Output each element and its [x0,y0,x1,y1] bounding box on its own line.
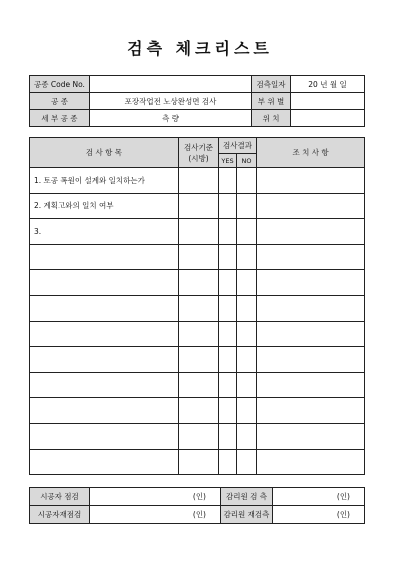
checklist-row [30,423,365,449]
part-label: 부 위 별 [252,93,291,110]
checklist-row [30,295,365,321]
yes-cell[interactable] [219,321,237,347]
contractor-recheck-label: 시공자재점검 [30,506,90,524]
no-cell[interactable] [237,295,257,321]
no-cell[interactable] [237,372,257,398]
no-cell[interactable] [237,321,257,347]
action-cell[interactable] [257,295,365,321]
action-cell[interactable] [257,398,365,424]
col-action-header: 조 치 사 항 [257,138,365,168]
checklist-row [30,244,365,270]
page-title: 검측 체크리스트 [127,39,273,58]
standard-cell[interactable] [179,295,219,321]
yes-cell[interactable] [219,347,237,373]
contractor-check-label: 시공자 점검 [30,488,90,506]
checklist-row [30,398,365,424]
supervisor-recheck-label: 감리원 재검측 [221,506,273,524]
standard-cell[interactable] [179,398,219,424]
supervisor-check-label: 감리원 검 측 [221,488,273,506]
location-label: 위 치 [252,110,291,127]
yes-cell[interactable] [219,168,237,194]
action-cell[interactable] [257,423,365,449]
checklist-item-text: 3. [30,219,179,245]
no-cell[interactable] [237,270,257,296]
contractor-recheck-seal[interactable]: (인) [90,506,221,524]
col-yes-header: YES [219,154,237,168]
col-result-header: 검사결과 [219,138,257,154]
standard-cell[interactable] [179,270,219,296]
standard-cell[interactable] [179,321,219,347]
checklist-row [30,270,365,296]
checklist-item-text: 2. 계획고와의 일치 여부 [30,193,179,219]
checklist-item-text [30,372,179,398]
yes-cell[interactable] [219,372,237,398]
col-standard-header: 검사기준 (시방) [179,138,219,168]
detail-value[interactable]: 측 량 [90,110,252,127]
no-cell[interactable] [237,423,257,449]
location-value[interactable] [291,110,365,127]
work-label: 공 종 [30,93,90,110]
yes-cell[interactable] [219,295,237,321]
checklist-item-text [30,270,179,296]
date-value[interactable]: 20 년 월 일 [291,76,365,93]
yes-cell[interactable] [219,270,237,296]
code-label: 공종 Code No. [30,76,90,93]
no-cell[interactable] [237,193,257,219]
checklist-item-text [30,398,179,424]
checklist-row [30,347,365,373]
checklist-item-text [30,321,179,347]
standard-cell[interactable] [179,244,219,270]
work-value[interactable]: 포장작업전 노상완성면 검사 [90,93,252,110]
action-cell[interactable] [257,219,365,245]
yes-cell[interactable] [219,423,237,449]
checklist-row [30,219,365,245]
contractor-check-seal[interactable]: (인) [90,488,221,506]
yes-cell[interactable] [219,398,237,424]
action-cell[interactable] [257,372,365,398]
part-value[interactable] [291,93,365,110]
action-cell[interactable] [257,449,365,475]
standard-cell[interactable] [179,168,219,194]
checklist-row [30,168,365,194]
signature-table [29,487,365,524]
checklist-item-text [30,244,179,270]
col-item-header: 검 사 항 목 [30,138,179,168]
info-table [29,75,365,127]
supervisor-recheck-seal[interactable]: (인) [273,506,365,524]
checklist-item-text [30,295,179,321]
standard-cell[interactable] [179,347,219,373]
checklist-row [30,193,365,219]
no-cell[interactable] [237,449,257,475]
checklist-row [30,449,365,475]
checklist-table [29,137,365,475]
no-cell[interactable] [237,347,257,373]
supervisor-check-seal[interactable]: (인) [273,488,365,506]
checklist-row [30,321,365,347]
checklist-item-text: 1. 토공 폭원이 설계와 일치하는가 [30,168,179,194]
detail-label: 세 부 공 종 [30,110,90,127]
yes-cell[interactable] [219,193,237,219]
no-cell[interactable] [237,219,257,245]
action-cell[interactable] [257,270,365,296]
action-cell[interactable] [257,168,365,194]
standard-cell[interactable] [179,423,219,449]
no-cell[interactable] [237,244,257,270]
action-cell[interactable] [257,321,365,347]
checklist-item-text [30,449,179,475]
yes-cell[interactable] [219,449,237,475]
standard-cell[interactable] [179,219,219,245]
no-cell[interactable] [237,398,257,424]
no-cell[interactable] [237,168,257,194]
action-cell[interactable] [257,347,365,373]
yes-cell[interactable] [219,244,237,270]
yes-cell[interactable] [219,219,237,245]
checklist-row [30,372,365,398]
col-no-header: NO [237,154,257,168]
standard-cell[interactable] [179,372,219,398]
code-value[interactable] [90,76,252,93]
action-cell[interactable] [257,244,365,270]
standard-cell[interactable] [179,193,219,219]
checklist-item-text [30,423,179,449]
action-cell[interactable] [257,193,365,219]
date-label: 검측일자 [252,76,291,93]
standard-cell[interactable] [179,449,219,475]
checklist-item-text [30,347,179,373]
